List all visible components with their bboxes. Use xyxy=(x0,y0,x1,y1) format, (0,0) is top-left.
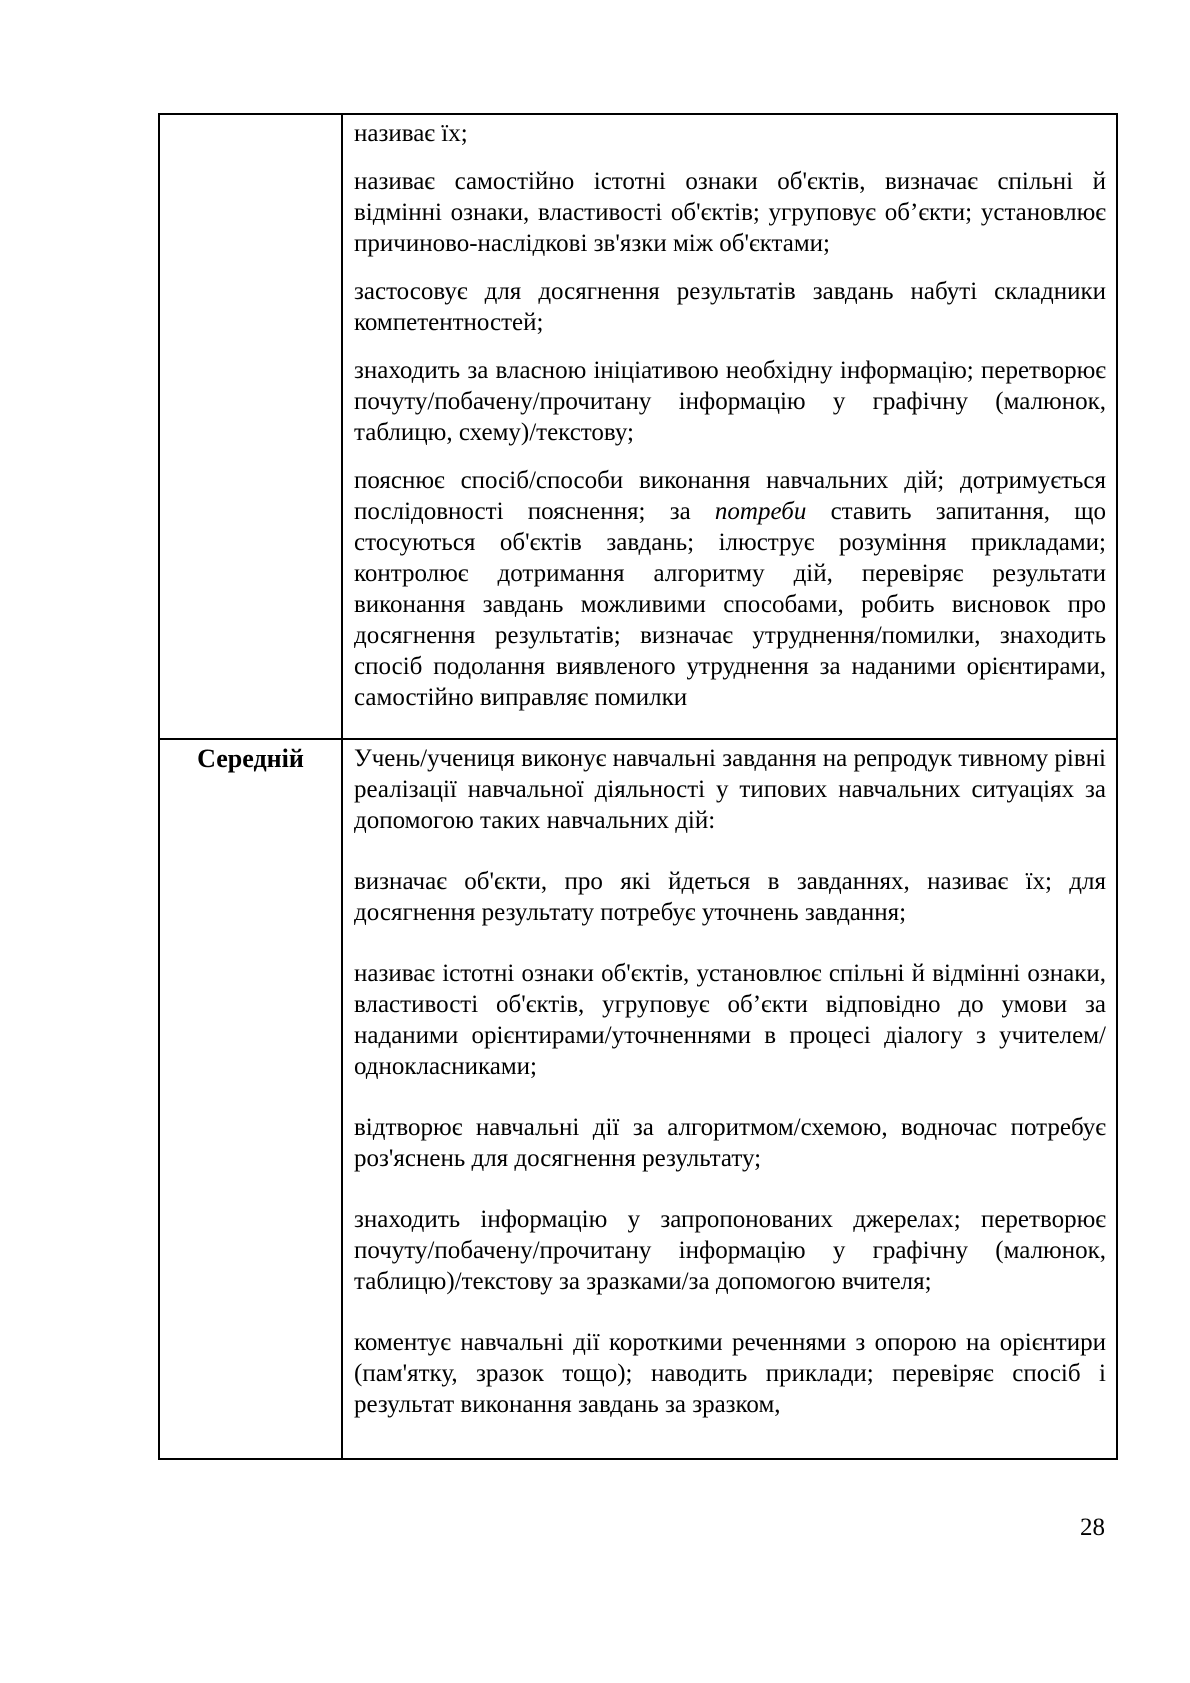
page-number: 28 xyxy=(1080,1514,1105,1541)
paragraph-italic-text: потреби xyxy=(714,498,807,525)
paragraph: коментує навчальні дії короткими реченнями з опорою на орієнтири (пам'ятку, зразок тощо); наводить приклади; перевіряє спосіб і результат виконання завдань за зразком, xyxy=(354,1329,1106,1418)
paragraph: знаходить за власною ініціативою необхідну інформацію; перетворює почуту/побачену/прочитану інформацію у графічну (малюнок, таблицю, схему)/текстову; xyxy=(354,357,1106,446)
paragraph: знаходить інформацію у запропонованих джерелах; перетворює почуту/побачену/прочитану інформацію у графічну (малюнок, таблицю)/текстову за зразками/за допомогою вчителя; xyxy=(354,1206,1106,1295)
table-row-level-serednii xyxy=(159,739,1117,1459)
paragraph: Учень/учениця виконує навчальні завдання на репродук тивному рівні реалізації навчальної діяльності у типових навчальних ситуаціях за допомогою таких навчальних дій: xyxy=(354,745,1106,834)
description-cell xyxy=(342,114,1117,739)
paragraph-text: ставить запитання, що стосуються об'єктів завдань; ілюструє розуміння прикладами; контролює дотримання алгоритму дій, перевіряє результати виконання завдань можливими способами, робить висновок про досягнення результатів; визначає утруднення/помилки, знаходить спосіб подолання виявленого утруднення за наданими орієнтирами, самостійно виправляє помилки xyxy=(354,498,1106,711)
table-row-level-continued xyxy=(159,114,1117,739)
paragraph: називає самостійно істотні ознаки об'єктів, визначає спільні й відмінні ознаки, властивості об'єктів; угруповує об’єкти; установлює причиново-наслідкові зв'язки між об'єктами; xyxy=(354,168,1106,257)
paragraph: визначає об'єкти, про які йдеться в завданнях, називає їх; для досягнення результату потребує уточнень завдання; xyxy=(354,868,1106,926)
level-cell: Середній xyxy=(159,739,342,1459)
level-cell-empty xyxy=(159,114,342,739)
paragraph: називає їх; xyxy=(354,120,468,147)
paragraph: називає істотні ознаки об'єктів, установлює спільні й відмінні ознаки, властивості об'єктів, угруповує об’єкти відповідно до умови за наданими орієнтирами/уточненнями в процесі діалогу з учителем/однокласниками; xyxy=(354,960,1106,1080)
paragraph: відтворює навчальні дії за алгоритмом/схемою, водночас потребує роз'яснень для досягнення результату; xyxy=(354,1114,1106,1172)
paragraph: застосовує для досягнення результатів завдань набуті складники компетентностей; xyxy=(354,278,1106,336)
paragraph-text: пояснює спосіб/способи виконання навчальних дій; дотримується послідовності пояснення; за xyxy=(354,467,1106,525)
description-cell xyxy=(342,739,1117,1459)
paragraph xyxy=(354,465,1106,713)
grading-levels-table xyxy=(158,113,1118,1460)
